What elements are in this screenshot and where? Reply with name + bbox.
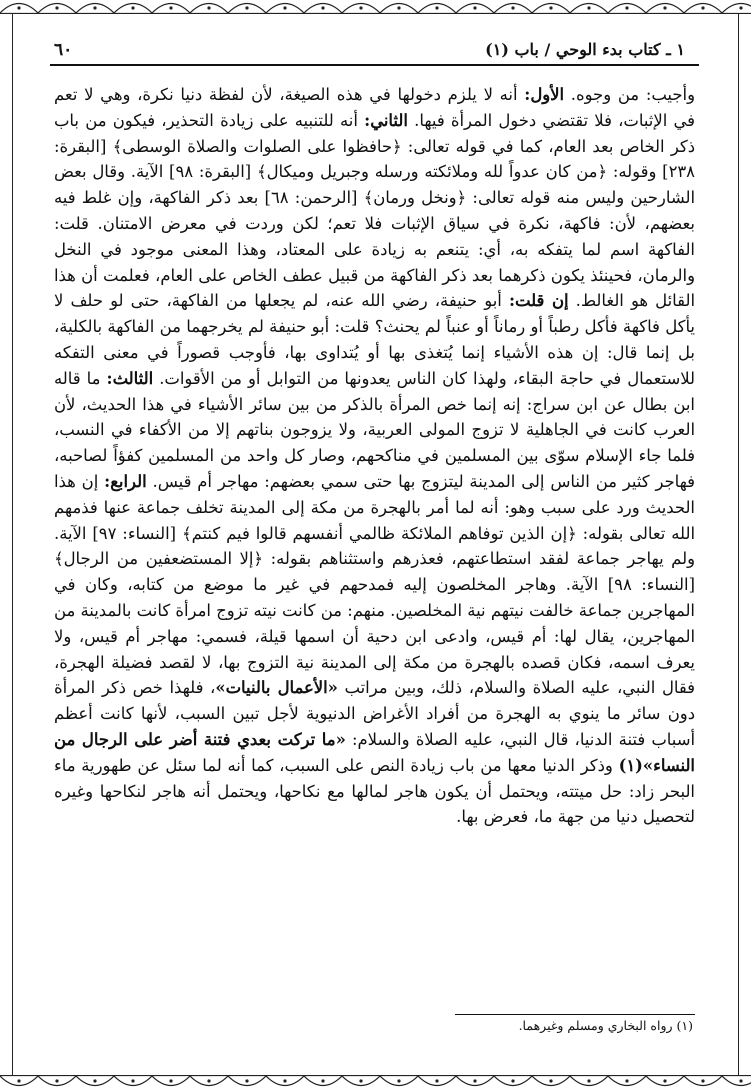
decorative-border-bottom xyxy=(0,1075,751,1089)
text-segment: أبو حنيفة، رضي الله عنه، لم يجعلها من الفاكهة، حتى لو حلف لا يأكل فاكهة فأكل رطباً أو رماناً أو عنباً لم يحنث؟ قلت: أبو حنيفة لم يخرجهما من الفاكهة بالكلية، بل إنما قال: إن هذه الأشياء إنما يُتغذى بها أو يُتداوى بها، فأوجب قصوراً في معنى التفكه للاستعمال في حاجة البقاء، ولهذا كان الناس يعدونها من التوابل أو من الأقوات. xyxy=(54,291,695,388)
point-heading-first: الأول: xyxy=(524,85,565,104)
decorative-border-top xyxy=(0,0,751,14)
running-title: ١ ـ كتاب بدء الوحي / باب (١) xyxy=(485,40,685,59)
footnote: (١) رواه البخاري ومسلم وغيرهما. xyxy=(518,1018,693,1033)
body-text xyxy=(54,82,695,830)
text-segment: ، فلهذا خص ذكر المرأة دون سائر ما ينوي به الهجرة من أفراد الأغراض الدنيوية لأجل تبين السبب، لأنها كانت أعظم أسباب فتنة الدنيا، قال النبي، عليه الصلاة والسلام: xyxy=(54,678,695,749)
point-heading-fourth: الرابع: xyxy=(104,471,147,491)
decorative-border-left xyxy=(0,14,13,1075)
text-segment: إن هذا الحديث ورد على سبب وهو: أنه لما أمر بالهجرة من مكة إلى المدينة تخلف جماعة عنها فذمهم الله تعالى بقوله: ﴿إن الذين توفاهم الملائكة ظالمي أنفسهم قالوا فيم كنتم﴾ [النساء: ٩٧] الآية. ولم يهاجر جماعة لفقد استطاعتهم، فعذرهم واستثناهم بقوله: ﴿إلا المستضعفين من الرجال﴾ [النساء: ٩٨] الآية. وهاجر المخلصون إليه فمدحهم في غير ما موضع من كتابه، وكان في المهاجرين جماعة خالفت نيتهم نية المخلصين. منهم: من كانت نيته تزوج امرأة كانت بالمدينة من المهاجرين، يقال لها: أم قيس، وادعى ابن دحية أن اسمها قيلة، فسمي: مهاجر أم قيس، ولا يعرف اسمه، فكان قصده بالهجرة من مكة إلى المدينة نية التزوج بها، لا لقصد فضيلة الهجرة، فقال النبي، عليه الصلاة والسلام، ذلك، وبين مراتب xyxy=(54,471,696,698)
text-segment: أنه لا يلزم دخولها في هذه الصيغة، لأن لفظة دنيا نكرة، وهي لا تعم في الإثبات، فلا تقتضي دخول المرأة فيها. xyxy=(54,85,695,130)
text-segment: أنه للتنبيه على زيادة التحذير، فيكون من باب ذكر الخاص بعد العام، كما في قوله تعالى: ﴿حافظوا على الصلوات والصلاة الوسطى﴾ [البقرة: ٢٣٨] وقوله: ﴿من كان عدواً لله وملائكته ورسله وجبريل وميكال﴾ [البقرة: ٩٨] الآية. وقال بعض الشارحين وليس منه قوله تعالى: ﴿ونخل ورمان﴾ [الرحمن: ٦٨] بعد ذكر الفاكهة، وإن غلط فيه بعضهم، لأن: فاكهة، نكرة في سياق الإثبات فلا تعم؛ لكن وردت في معرض الامتنان. قلت: الفاكهة اسم لما يتفكه به، أي: يتنعم به زيادة على المعتاد، وهذا المعنى موجود في النخل والرمان، فحينئذ يكون ذكرهما بعد ذكر الفاكهة من قبيل عطف الخاص على العام، فعلمت أن هذا القائل هو الغالط. xyxy=(54,110,696,311)
point-heading-second: الثاني: xyxy=(364,110,408,130)
page-header xyxy=(50,38,699,66)
text-segment: ما قاله ابن بطال عن ابن سراج: إنه إنما خص المرأة بالذكر من بين سائر الأشياء في هذا الحديث، لأن العرب كانت في الجاهلية لا تزوج المولى العربية، ولا يزوجون بناتهم إلا من الأكفاء في النسب، فلما جاء الإسلام سوّى بين المسلمين في مناكحهم، وصار كل واحد من المسلمين كفؤاً لصاحبه، فهاجر كثير من الناس إلى المدينة ليتزوج بها حتى سمي بعضهم: مهاجر أم قيس. xyxy=(54,368,695,491)
hadith-quote: «الأعمال بالنيات» xyxy=(215,678,338,698)
decorative-border-right xyxy=(738,14,751,1075)
footnote-divider xyxy=(455,1014,695,1015)
point-heading-third: الثالث: xyxy=(106,368,154,388)
text-segment: وذكر الدنيا معها من باب زيادة النص على السبب، كما أنه لما سئل عن طهورية ماء البحر زاد: حل ميتته، ويحتمل أن يكون هاجر لمالها مع نكاحها، ويحتمل أنه هاجر لنكاحها وغيره لتحصيل دنيا من جهة ما، فعرض بها. xyxy=(54,755,695,827)
objection-heading: إن قلت: xyxy=(508,291,569,311)
body-paragraph xyxy=(54,82,695,830)
text-segment: وأجيب: من وجوه. xyxy=(564,85,695,104)
hadith-quote: «ما تركت بعدي فتنة أضر على الرجال من النساء»(١) xyxy=(54,729,695,775)
page-number: ٦٠ xyxy=(54,40,73,60)
